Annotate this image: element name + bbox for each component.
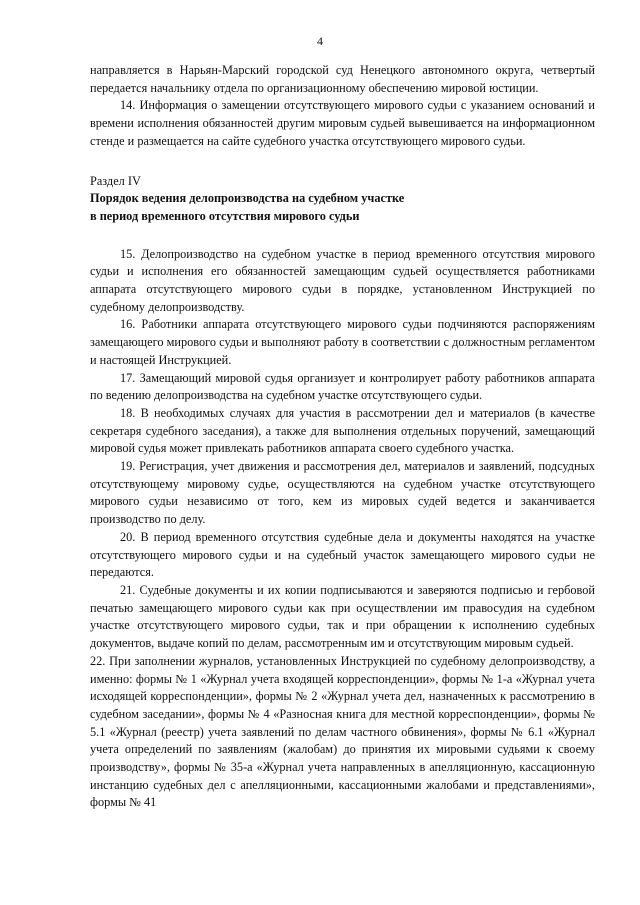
paragraph-continuation: направляется в Нарьян-Марский городской суд Ненецкого автономного округа, четвертый передается начальнику отдела по организационному обеспечению мировой юстиции.	[90, 63, 595, 95]
paragraph-16: 16. Работники аппарата отсутствующего мирового судьи подчиняются распоряжениям замещающего мирового судьи и выполняют работу в соответствии с должностным регламентом и настоящей Инструкцией.	[90, 317, 595, 367]
paragraph-18: 18. В необходимых случаях для участия в рассмотрении дел и материалов (в качестве секретаря судебного заседания), а также для выполнения отдельных поручений, замещающий мировой судья может привлекать работников аппарата своего судебного участка.	[90, 405, 595, 456]
paragraph-15: 15. Делопроизводство на судебном участке в период временного отсутствия мирового судьи и исполнения его обязанностей замещающим судьей осуществляется работниками аппарата отсутствующего мирового судьи в порядке, установленном Инструкцией по судебному делопроизводству.	[90, 246, 595, 314]
section-heading: Раздел IV	[90, 173, 141, 188]
document-body	[90, 62, 595, 812]
paragraph-19: 19. Регистрация, учет движения и рассмотрения дел, материалов и заявлений, подсудных отсутствующему мировому судье, осуществляются на судебном участке отсутствующего мирового судьи независимо от того, кем из мировых судей ведется и заканчивается производство по делу.	[90, 459, 595, 527]
section-title-line1: Порядок ведения делопроизводства на судебном участке	[90, 191, 405, 206]
page-number: 4	[317, 34, 323, 48]
paragraph-14: 14. Информация о замещении отсутствующего мирового судьи с указанием оснований и времени исполнения обязанностей другим мировым судьей вывешивается на информационном стенде и размещается на сайте судебного участка отсутствующего мирового судьи.	[90, 98, 595, 148]
paragraph-22: 22. При заполнении журналов, установленных Инструкцией по судебному делопроизводству, а именно: формы № 1 «Журнал учета входящей корреспонденции», формы № 1-а «Журнал учета исходящей корреспонденции», формы № 2 «Журнал учета дел, назначенных к рассмотрению в судебном заседании», формы № 4 «Разносная книга для местной корреспонденции», формы № 5.1 «Журнал (реестр) учета заявлений по делам частного обвинения», формы № 6.1 «Журнал учета определений по заявлениям (жалобам) до принятия их мировыми судьями к своему производству», формы № 35-а «Журнал учета направленных в апелляционную, кассационную инстанцию судебных дел с апелляционными, кассационными жалобами и представлениями», формы № 41	[90, 653, 595, 810]
section-title-line2: в период временного отсутствия мирового судьи	[90, 208, 360, 223]
paragraph-20: 20. В период временного отсутствия судебные дела и документы находятся на участке отсутствующего мирового судьи и на судебный участок замещающего мирового судьи не передаются.	[90, 529, 595, 580]
paragraph-17: 17. Замещающий мировой судья организует и контролирует работу работников аппарата по ведению делопроизводства на судебном участке отсутствующего судьи.	[90, 370, 595, 403]
paragraph-21: 21. Судебные документы и их копии подписываются и заверяются подписью и гербовой печатью замещающего мирового судьи как при осуществлении им правосудия на судебном участке отсутствующего мирового судьи, так и при обращении к исполнению судебных документов, выдаче копий по делам, рассмотренным им и отсутствующим мировым судьей.	[90, 582, 595, 651]
